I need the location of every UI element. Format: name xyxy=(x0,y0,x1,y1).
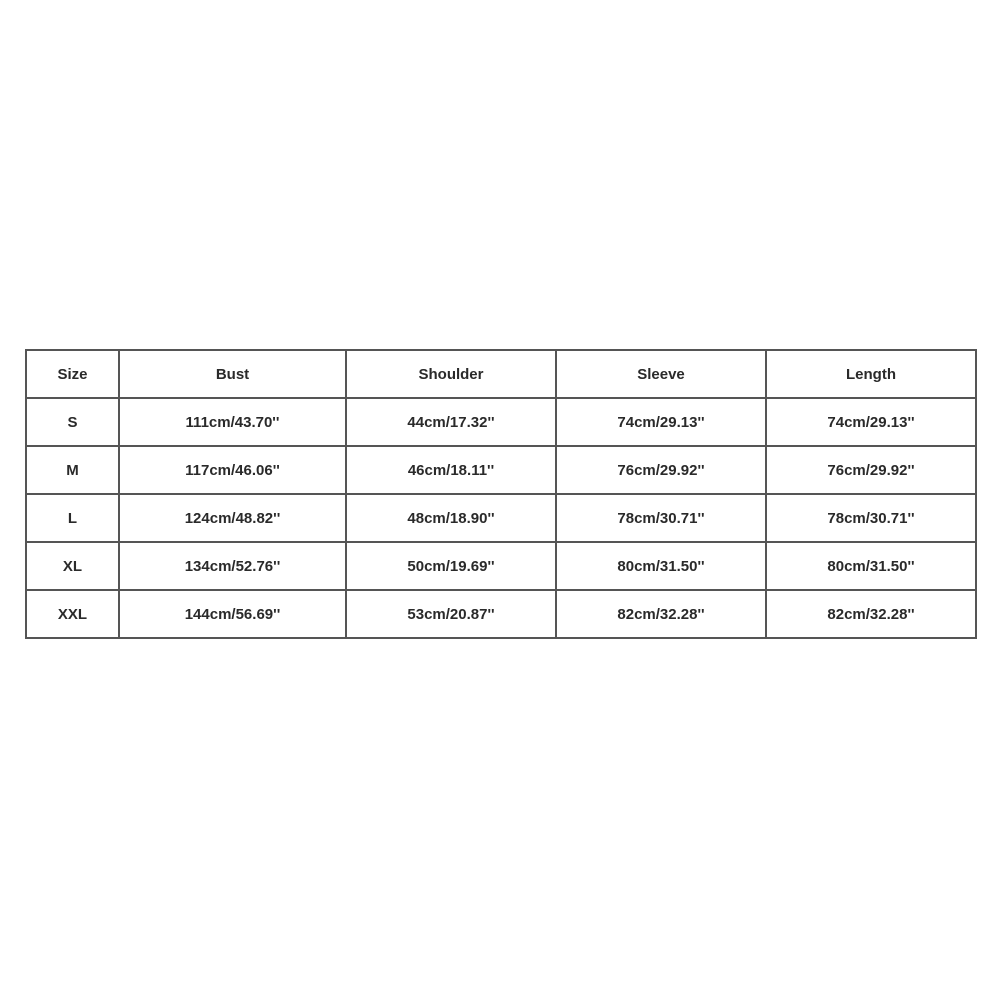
cell-shoulder: 50cm/19.69'' xyxy=(346,542,556,590)
header-sleeve: Sleeve xyxy=(556,350,766,398)
cell-sleeve: 80cm/31.50'' xyxy=(556,542,766,590)
cell-bust: 117cm/46.06'' xyxy=(119,446,346,494)
cell-length: 78cm/30.71'' xyxy=(766,494,976,542)
size-chart-table xyxy=(25,349,977,639)
cell-sleeve: 78cm/30.71'' xyxy=(556,494,766,542)
cell-sleeve: 82cm/32.28'' xyxy=(556,590,766,638)
cell-bust: 144cm/56.69'' xyxy=(119,590,346,638)
cell-length: 74cm/29.13'' xyxy=(766,398,976,446)
cell-shoulder: 53cm/20.87'' xyxy=(346,590,556,638)
table-row xyxy=(26,590,976,638)
header-length: Length xyxy=(766,350,976,398)
cell-bust: 111cm/43.70'' xyxy=(119,398,346,446)
cell-length: 82cm/32.28'' xyxy=(766,590,976,638)
cell-shoulder: 46cm/18.11'' xyxy=(346,446,556,494)
cell-sleeve: 76cm/29.92'' xyxy=(556,446,766,494)
cell-length: 80cm/31.50'' xyxy=(766,542,976,590)
header-bust: Bust xyxy=(119,350,346,398)
cell-bust: 124cm/48.82'' xyxy=(119,494,346,542)
table-row xyxy=(26,398,976,446)
table-row xyxy=(26,446,976,494)
cell-sleeve: 74cm/29.13'' xyxy=(556,398,766,446)
table-row xyxy=(26,542,976,590)
cell-size: XL xyxy=(26,542,119,590)
cell-shoulder: 48cm/18.90'' xyxy=(346,494,556,542)
table-row xyxy=(26,494,976,542)
header-size: Size xyxy=(26,350,119,398)
cell-size: XXL xyxy=(26,590,119,638)
cell-size: L xyxy=(26,494,119,542)
header-shoulder: Shoulder xyxy=(346,350,556,398)
table-header-row xyxy=(26,350,976,398)
cell-size: M xyxy=(26,446,119,494)
cell-size: S xyxy=(26,398,119,446)
cell-shoulder: 44cm/17.32'' xyxy=(346,398,556,446)
cell-bust: 134cm/52.76'' xyxy=(119,542,346,590)
cell-length: 76cm/29.92'' xyxy=(766,446,976,494)
